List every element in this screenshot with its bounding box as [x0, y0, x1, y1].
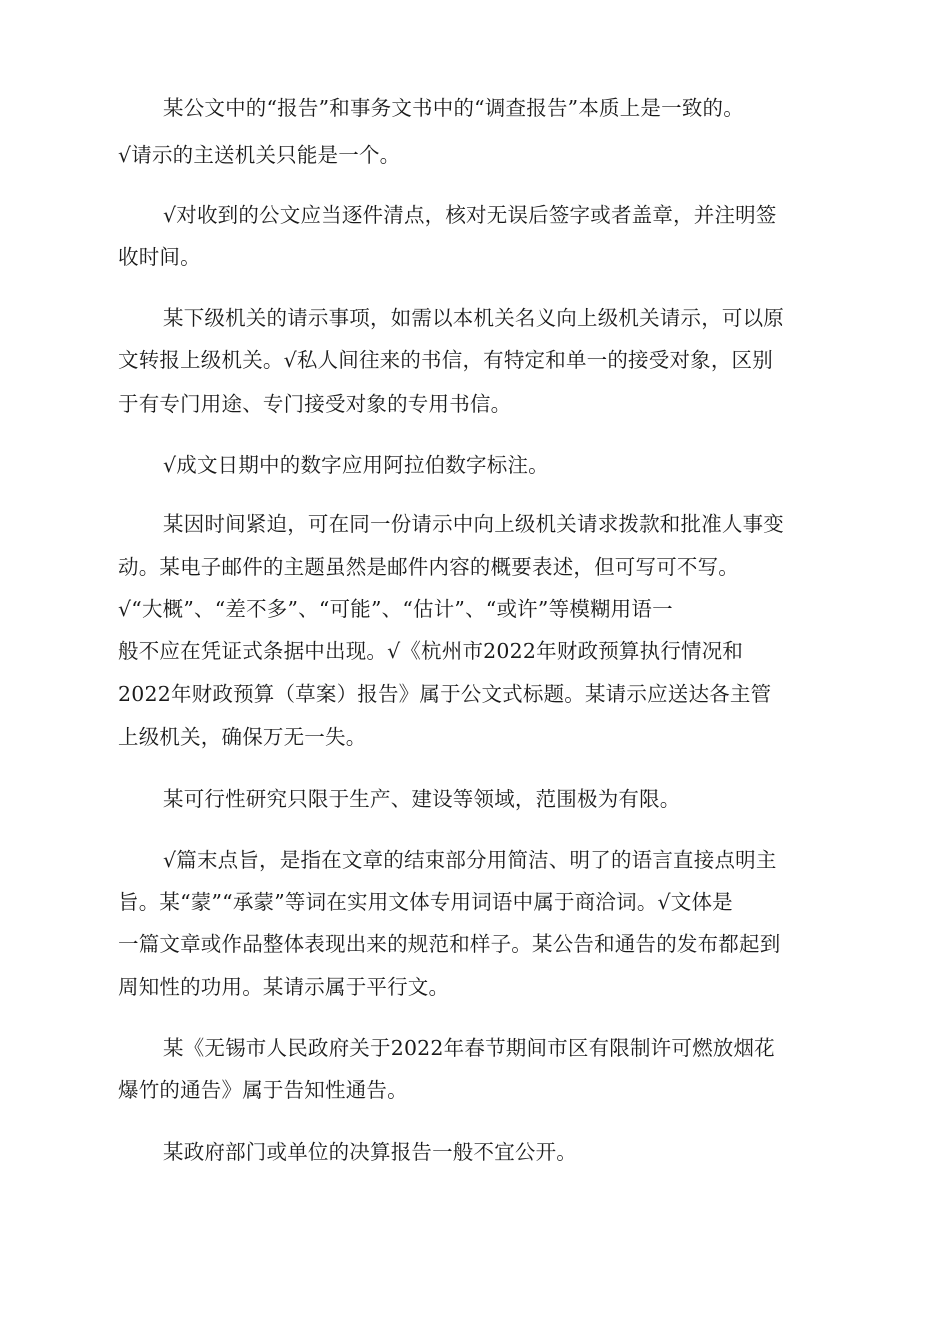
text-line: √请示的主送机关只能是一个。: [118, 143, 401, 167]
text-line: 上级机关，确保万无一失。: [118, 725, 367, 749]
text-line: 某政府部门或单位的决算报告一般不宜公开。: [163, 1140, 577, 1164]
text-line: 文转报上级机关。√私人间往来的书信，有特定和单一的接受对象，区别: [118, 348, 773, 372]
text-line: √对收到的公文应当逐件清点，核对无误后签字或者盖章，并注明签: [163, 203, 777, 227]
text-line: 旨。某“蒙”“承蒙”等词在实用文体专用词语中属于商洽词。√文体是: [118, 890, 733, 914]
text-line: 某公文中的“报告”和事务文书中的“调查报告”本质上是一致的。: [163, 96, 744, 120]
text-line: √成文日期中的数字应用阿拉伯数字标注。: [163, 453, 549, 477]
text-line: 爆竹的通告》属于告知性通告。: [118, 1078, 408, 1102]
text-line: 某可行性研究只限于生产、建设等领域，范围极为有限。: [163, 787, 681, 811]
text-line: 动。某电子邮件的主题虽然是邮件内容的概要表述，但可写可不写。: [118, 555, 739, 579]
text-line: 某因时间紧迫，可在同一份请示中向上级机关请求拨款和批准人事变: [163, 512, 784, 536]
text-line: √“大概”、“差不多”、“可能”、“估计”、“或许”等模糊用语一: [118, 597, 673, 621]
text-line: 般不应在凭证式条据中出现。√《杭州市2022年财政预算执行情况和: [118, 639, 744, 663]
text-line: 周知性的功用。某请示属于平行文。: [118, 975, 450, 999]
text-line: √篇末点旨，是指在文章的结束部分用简洁、明了的语言直接点明主: [163, 848, 777, 872]
text-line: 于有专门用途、专门接受对象的专用书信。: [118, 392, 512, 416]
text-line: 某下级机关的请示事项，如需以本机关名义向上级机关请示，可以原: [163, 306, 784, 330]
text-line: 2022年财政预算（草案）报告》属于公文式标题。某请示应送达各主管: [118, 682, 772, 706]
text-line: 收时间。: [118, 245, 201, 269]
text-line: 一篇文章或作品整体表现出来的规范和样子。某公告和通告的发布都起到: [118, 932, 781, 956]
text-line: 某《无锡市人民政府关于2022年春节期间市区有限制许可燃放烟花: [163, 1036, 775, 1060]
